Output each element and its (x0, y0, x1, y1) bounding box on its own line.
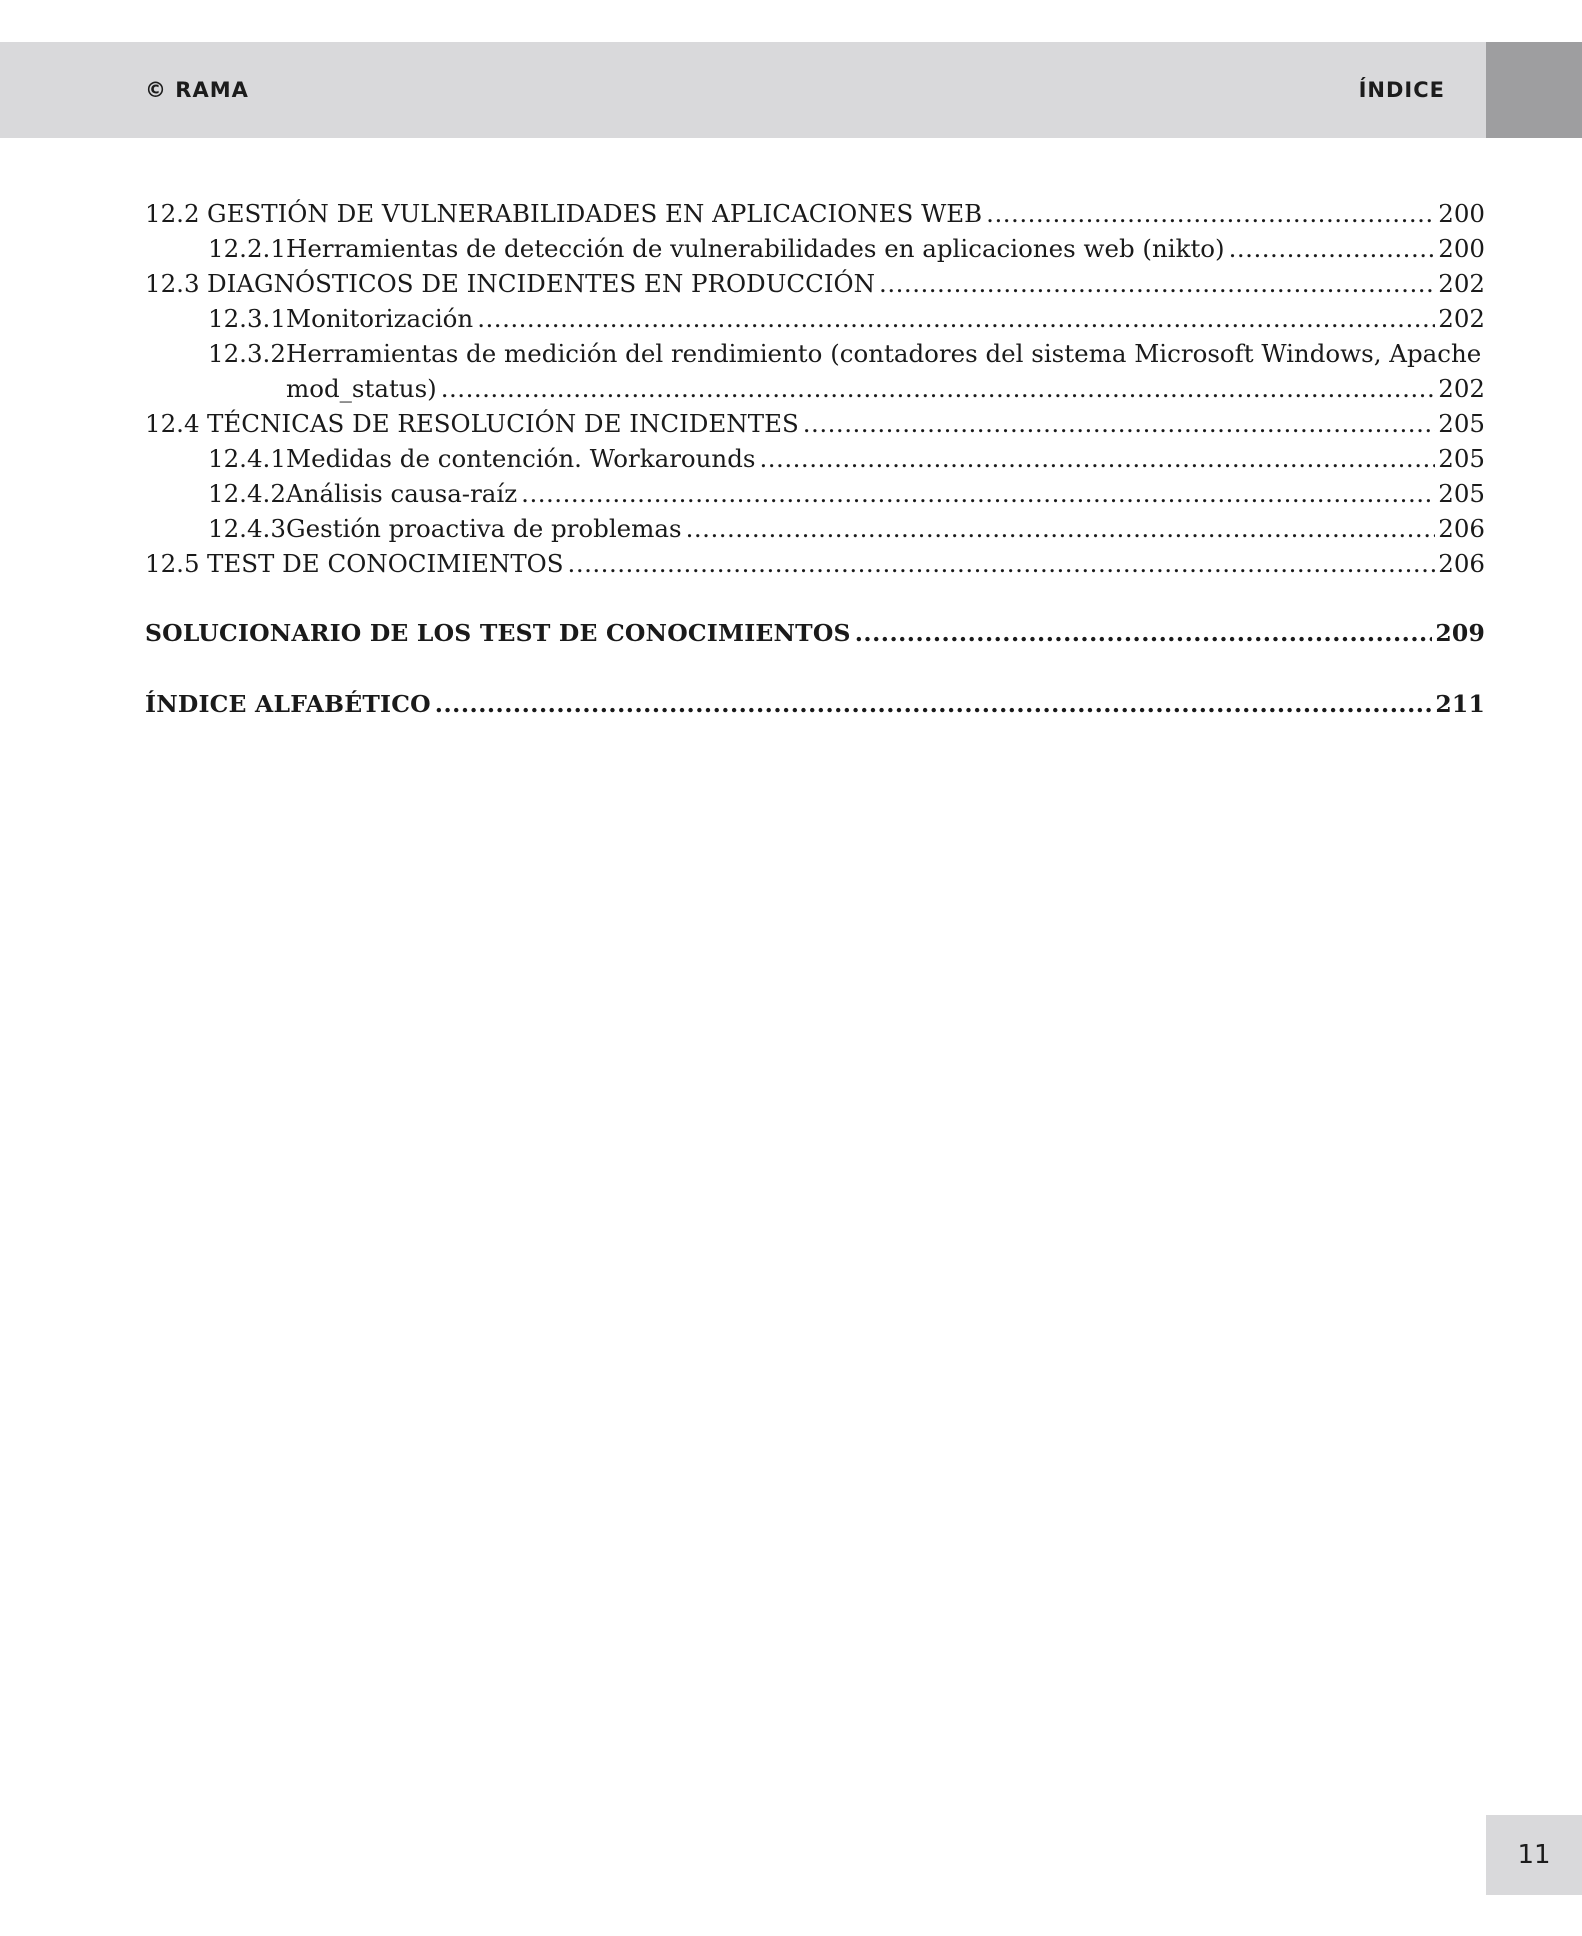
toc-number: 12.4.3 (208, 514, 286, 543)
toc-title-line1: Herramientas de medición del rendimiento (contadores del sistema Microsoft Windows, Apache (286, 339, 1482, 368)
toc-title: Monitorización (286, 304, 474, 333)
toc-title: Herramientas de detección de vulnerabilidades en aplicaciones web (nikto) (286, 234, 1225, 263)
table-of-contents (145, 196, 1485, 722)
toc-leader (759, 441, 1435, 476)
toc-page: 205 (1438, 479, 1485, 508)
toc-title: ÍNDICE ALFABÉTICO (145, 690, 431, 718)
toc-page: 209 (1435, 619, 1485, 647)
toc-title: TÉCNICAS DE RESOLUCIÓN DE INCIDENTES (207, 409, 799, 438)
toc-page: 202 (1438, 374, 1485, 403)
toc-title: DIAGNÓSTICOS DE INCIDENTES EN PRODUCCIÓN (207, 269, 876, 298)
page-number: 11 (1486, 1815, 1582, 1895)
toc-title: Medidas de contención. Workarounds (286, 444, 756, 473)
toc-number: 12.3 (145, 269, 200, 298)
toc-entry-12-2[interactable] (145, 196, 1485, 231)
toc-number: 12.4.2 (208, 479, 286, 508)
toc-number: 12.2.1 (208, 234, 286, 263)
toc-entry-12-4-1[interactable] (145, 441, 1485, 476)
toc-leader (521, 476, 1435, 511)
toc-title: GESTIÓN DE VULNERABILIDADES EN APLICACIONES WEB (207, 199, 983, 228)
toc-entry-12-3[interactable] (145, 266, 1485, 301)
toc-entry-12-4-3[interactable] (145, 511, 1485, 546)
toc-number: 12.4 (145, 409, 200, 438)
toc-entry-12-5[interactable] (145, 546, 1485, 581)
toc-entry-12-4-2[interactable] (145, 476, 1485, 511)
toc-title: Análisis causa-raíz (286, 479, 518, 508)
toc-leader (568, 546, 1436, 581)
toc-title: Gestión proactiva de problemas (286, 514, 682, 543)
toc-page: 205 (1438, 409, 1485, 438)
toc-title: SOLUCIONARIO DE LOS TEST DE CONOCIMIENTOS (145, 619, 851, 647)
toc-leader (441, 371, 1436, 406)
toc-number: 12.4.1 (208, 444, 286, 473)
toc-leader (1229, 231, 1436, 266)
toc-entry-indice-alfabetico[interactable] (145, 687, 1485, 722)
toc-leader (477, 301, 1435, 336)
toc-entry-12-3-1[interactable] (145, 301, 1485, 336)
toc-number: 12.3.1 (208, 304, 286, 333)
toc-page: 206 (1438, 514, 1485, 543)
toc-entry-12-2-1[interactable] (145, 231, 1485, 266)
toc-page: 211 (1435, 690, 1485, 718)
toc-page: 205 (1438, 444, 1485, 473)
toc-entry-12-3-2[interactable] (145, 336, 1485, 406)
toc-title: TEST DE CONOCIMIENTOS (207, 549, 564, 578)
toc-page: 202 (1438, 269, 1485, 298)
toc-number: 12.2 (145, 199, 200, 228)
toc-page: 202 (1438, 304, 1485, 333)
toc-title-line2: mod_status) (286, 374, 437, 403)
toc-page: 206 (1438, 549, 1485, 578)
toc-leader (879, 266, 1435, 301)
toc-entry-solucionario[interactable] (145, 616, 1485, 651)
toc-leader (986, 196, 1435, 231)
toc-page: 200 (1438, 234, 1485, 263)
toc-leader (803, 406, 1435, 441)
toc-number: 12.5 (145, 549, 200, 578)
header-section-title: ÍNDICE (1358, 78, 1445, 102)
toc-number: 12.3.2 (208, 339, 286, 368)
toc-page: 200 (1438, 199, 1485, 228)
toc-leader (686, 511, 1436, 546)
toc-entry-12-4[interactable] (145, 406, 1485, 441)
toc-leader (435, 687, 1433, 722)
header-tab (1486, 42, 1582, 138)
toc-leader (855, 616, 1433, 651)
header-publisher: © RAMA (145, 78, 249, 102)
